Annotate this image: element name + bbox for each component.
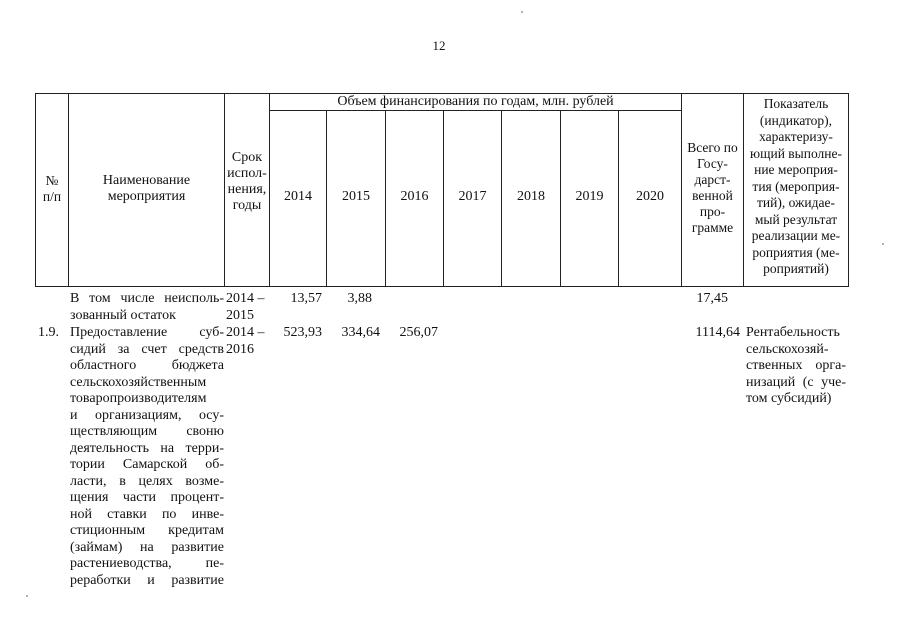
header-name: Наименование мероприятия (102, 173, 191, 204)
row2-2015: 334,64 (341, 325, 380, 340)
header-year-2019: 2019 (575, 189, 604, 204)
row2-name-line: ществляющим своню (70, 424, 224, 439)
row1-name-line1: В том числе неисполь- (70, 291, 224, 306)
row2-total: 1114,64 (695, 325, 740, 340)
row2-name-line: стиционным кредитам (70, 523, 224, 538)
row1-2014: 13,57 (290, 291, 322, 306)
scan-speck (521, 11, 523, 13)
row2-name-line: и организациям, осу- (70, 407, 224, 423)
header-bottom-border (35, 286, 849, 287)
row2-indicator-line: сельскохозяй- (746, 341, 829, 357)
row2-name-line: областного бюджета (70, 358, 224, 373)
header-year-2015: 2015 (342, 189, 370, 204)
row2-indicator-line: ственных орга- (746, 358, 846, 373)
row2-name-line: реработки и развитие (70, 572, 224, 588)
row2-name-line: деятельность на терри- (70, 440, 224, 456)
row2-name-line: ласти, в целях возме- (70, 473, 224, 489)
scan-speck (26, 595, 28, 597)
scan-speck (882, 243, 884, 245)
header-funding-group: Объем финансирования по годам, млн. рублей (337, 94, 614, 109)
row2-indicator-line: низаций (с уче- (746, 374, 846, 390)
border-right (848, 93, 849, 287)
row1-2015: 3,88 (347, 291, 372, 306)
header-year-2017: 2017 (458, 189, 487, 204)
row1-term: 2014 – 2015 (226, 291, 265, 323)
header-indicator: Показатель (индикатор), характеризу- ющий выполне- ние мероприя- тия (мероприя- тий), ожидае- мый результат реализации ме- роприятия (ме- роприятий) (750, 96, 842, 276)
funding-group-underline (269, 110, 681, 111)
row2-name-line: Предоставление суб- (70, 325, 224, 340)
row2-name-line: товаропроизводителям (70, 391, 207, 406)
row2-no: 1.9. (38, 325, 59, 340)
row2-indicator-line: Рентабельность (746, 325, 840, 340)
header-year-2014: 2014 (284, 189, 312, 204)
row2-2016: 256,07 (399, 325, 438, 340)
row2-name-line: ной ставки по инве- (70, 506, 224, 522)
header-term: Срок испол- нения, годы (227, 150, 267, 213)
row2-name-line: сельскохозяйственным (70, 374, 207, 390)
row2-term: 2014 – 2016 (226, 325, 265, 357)
header-year-2018: 2018 (517, 189, 545, 204)
row2-name-line: растениеводства, пе- (70, 556, 224, 571)
header-year-2020: 2020 (636, 189, 664, 204)
row2-2014: 523,93 (283, 325, 322, 340)
header-total: Всего по Госу- дарст- венной про- грамме (687, 140, 738, 235)
header-no: № п/п (42, 173, 62, 204)
row1-total: 17,45 (696, 291, 728, 306)
row2-name-line: щения части процент- (70, 490, 224, 505)
page-number: 12 (432, 38, 446, 53)
row2-name-line: сидий за счет средств (70, 341, 224, 357)
row2-name-line: тории Самарской об- (70, 457, 224, 472)
header-year-2016: 2016 (400, 189, 429, 204)
row1-name-line2: зованный остаток (70, 308, 176, 323)
row2-name-line: (займам) на развитие (70, 539, 224, 555)
row2-indicator-line: том субсидий) (746, 391, 832, 406)
